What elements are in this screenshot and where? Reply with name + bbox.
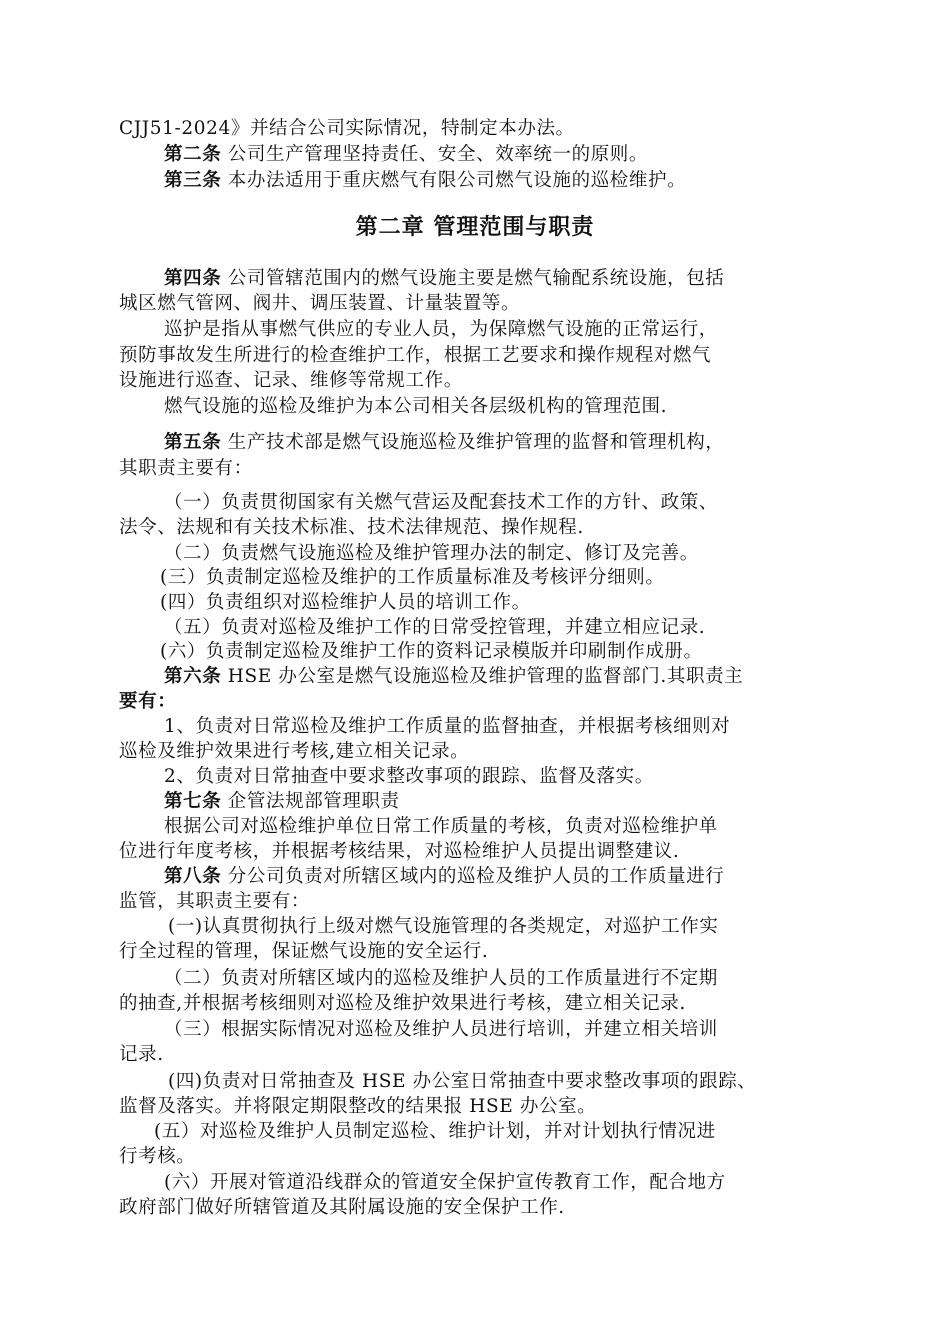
body-line: 政府部门做好所辖管道及其附属设施的安全保护工作. (119, 1197, 565, 1218)
article-number: 第六条 (164, 666, 222, 687)
article-line: 第二条 公司生产管理坚持责任、安全、效率统一的原则。 (164, 144, 648, 165)
article-line: 第三条 本办法适用于重庆燃气有限公司燃气设施的巡检维护。 (164, 170, 687, 191)
body-line: 行全过程的管理，保证燃气设施的安全运行. (119, 941, 489, 962)
list-item: (一)认真贯彻执行上级对燃气设施管理的各类规定，对巡护工作实 (168, 916, 719, 937)
body-line: 根据公司对巡检维护单位日常工作质量的考核，负责对巡检维护单 (164, 816, 718, 837)
body-line: 行考核。 (119, 1146, 196, 1167)
article-number: 第五条 (164, 432, 222, 453)
list-item: (四)负责对日常抽查及 HSE 办公室日常抽查中要求整改事项的跟踪、 (168, 1071, 757, 1092)
article-number: 第八条 (164, 866, 222, 887)
body-line: 其职责主要有： (119, 458, 253, 479)
body-line: 巡检及维护效果进行考核,建立相关记录。 (119, 741, 470, 762)
list-item: （三）根据实际情况对巡检及维护人员进行培训，并建立相关培训 (164, 1019, 718, 1040)
list-item: （二）负责对所辖区域内的巡检及维护人员的工作质量进行不定期 (164, 968, 718, 989)
article-line: 第五条 生产技术部是燃气设施巡检及维护管理的监督和管理机构， (164, 432, 725, 453)
body-line: 监管，其职责主要有： (119, 891, 311, 912)
list-item: (四）负责组织对巡检维护人员的培训工作。 (160, 592, 531, 613)
list-item: （五）负责对巡检及维护工作的日常受控管理，并建立相应记录. (164, 617, 706, 638)
list-item: (三）负责制定巡检及维护的工作质量标准及考核评分细则。 (160, 567, 665, 588)
body-line: 位进行年度考核，并根据考核结果，对巡检维护人员提出调整建议. (119, 841, 680, 862)
list-item: 2、负责对日常抽查中要求整改事项的跟踪、监督及落实。 (164, 766, 654, 787)
list-item: (五）对巡检及维护人员制定巡检、维护计划，并对计划执行情况进 (154, 1121, 716, 1142)
article-line: 第八条 分公司负责对所辖区域内的巡检及维护人员的工作质量进行 (164, 866, 725, 887)
list-item: (六）开展对管道沿线群众的管道安全保护宣传教育工作，配合地方 (164, 1172, 726, 1193)
article-number: 第二条 (164, 144, 222, 165)
article-line: 第七条 企管法规部管理职责 (164, 791, 400, 812)
body-line: 城区燃气管网、阀井、调压装置、计量装置等。 (119, 293, 521, 314)
article-number: 第四条 (164, 268, 222, 289)
list-item: (六）负责制定巡检及维护工作的资料记录模版并印刷制作成册。 (160, 641, 703, 662)
list-item: （二）负责燃气设施巡检及维护管理办法的制定、修订及完善。 (164, 543, 699, 564)
body-line: 预防事故发生所进行的检查维护工作，根据工艺要求和操作规程对燃气 (119, 345, 712, 366)
article-number: 第三条 (164, 170, 222, 191)
body-line: 要有： (119, 691, 177, 712)
article-line: 第六条 HSE 办公室是燃气设施巡检及维护管理的监督部门.其职责主 (164, 666, 744, 687)
body-line: 记录. (119, 1044, 164, 1065)
body-line: 巡护是指从事燃气供应的专业人员，为保障燃气设施的正常运行， (164, 319, 718, 340)
body-line: 监督及落实。并将限定期限整改的结果报 HSE 办公室。 (119, 1096, 597, 1117)
body-line: 设施进行巡查、记录、维修等常规工作。 (119, 370, 463, 391)
chapter-title: 第二章 管理范围与职责 (355, 214, 595, 240)
body-line: CJJ51-2024》并结合公司实际情况，特制定本办法。 (119, 118, 575, 139)
list-item: （一）负责贯彻国家有关燃气营运及配套技术工作的方针、政策、 (164, 492, 718, 513)
body-line: 的抽查,并根据考核细则对巡检及维护效果进行考核，建立相关记录. (119, 993, 686, 1014)
body-line: 法令、法规和有关技术标准、技术法律规范、操作规程. (119, 517, 584, 538)
article-line: 第四条 公司管辖范围内的燃气设施主要是燃气输配系统设施，包括 (164, 268, 725, 289)
article-number: 第七条 (164, 791, 222, 812)
list-item: 1、负责对日常巡检及维护工作质量的监督抽查，并根据考核细则对 (164, 716, 731, 737)
body-line: 燃气设施的巡检及维护为本公司相关各层级机构的管理范围. (164, 396, 668, 417)
